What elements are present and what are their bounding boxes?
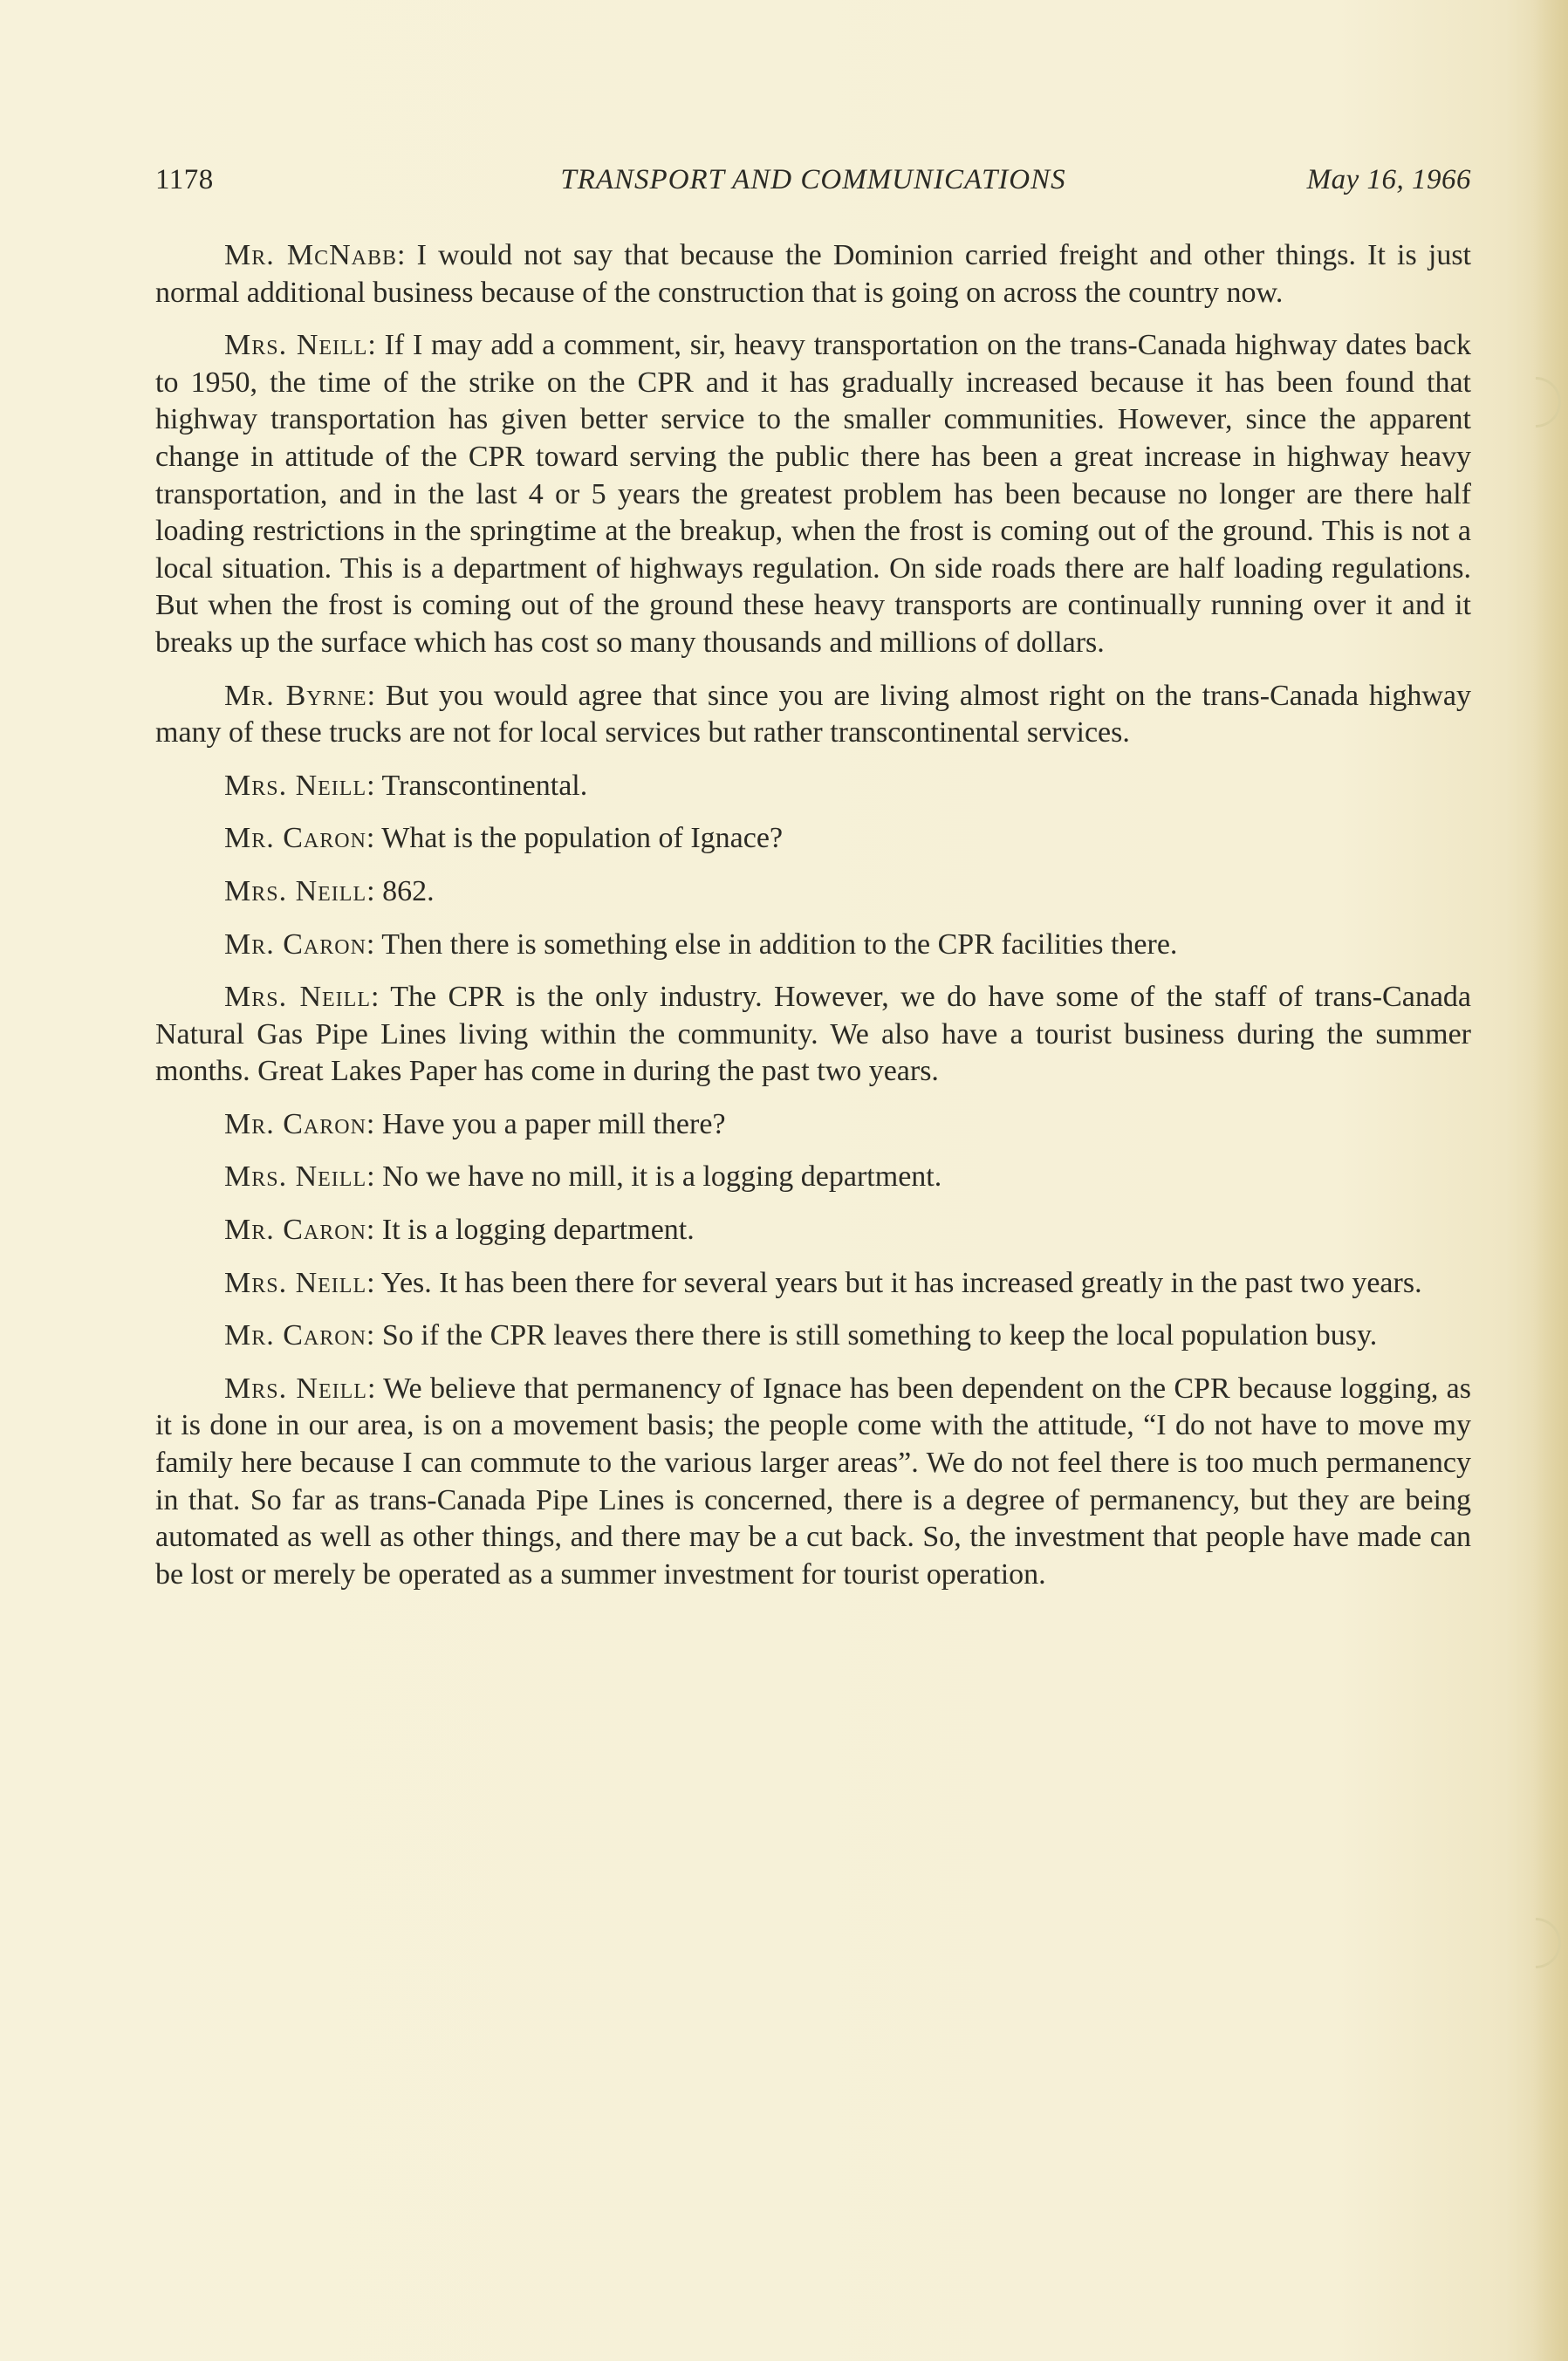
transcript-paragraph: Mrs. Neill: We believe that permanency of Ignace has been dependent on the CPR because logging, as it is done in our area, is on a movement basis; the people come with the attitude, “I do not have to move my family here because I can commute to the various larger areas”. We do not feel there is too much permanency in that. So far as trans-Canada Pipe Lines is concerned, there is a degree of permanency, but they are being automated as well as other things, and there may be a cut back. So, the investment that people have made can be lost or merely be operated as a summer investment for tourist operation. <box>155 1372 1471 1591</box>
spoken-text: Yes. It has been there for several years but it has increased greatly in the past two years. <box>380 1266 1422 1299</box>
speaker-name: Mrs. Neill <box>224 1160 367 1194</box>
transcript-paragraph: Mr. McNabb: I would not say that because the Dominion carried freight and other things. It is just normal additional business because of the construction that is going on across the country now. <box>155 239 1471 309</box>
running-title: TRANSPORT AND COMMUNICATIONS <box>560 164 1066 195</box>
speaker-name: Mr. Caron <box>224 1214 366 1247</box>
header-date: May 16, 1966 <box>1306 164 1471 195</box>
spoken-text: I would not say that because the Dominion carried freight and other things. It is just normal additional business because of the construction that is going on across the country now. <box>155 239 1471 309</box>
speaker-name: Mrs. Neill <box>224 874 367 907</box>
transcript-paragraph: Mr. Caron: So if the CPR leaves there there is still something to keep the local population busy. <box>224 1319 1378 1352</box>
transcript-paragraph: Mrs. Neill: The CPR is the only industry. However, we do have some of the staff of trans-Canada Natural Gas Pipe Lines living within the community. We also have a tourist business during the summer months. Great Lakes Paper has come in during the past two years. <box>155 981 1472 1088</box>
spoken-text: Transcontinental. <box>381 769 588 802</box>
spoken-text: If I may add a comment, sir, heavy transportation on the trans-Canada highway dates back to 1950, the time of the strike on the CPR and it has gradually increased because it has been found that highway transportation has given better service to the smaller communities. However, since the apparent change in attitude of the CPR toward serving the public there has been a great increase in highway heavy transportation, and in the last 4 or 5 years the greatest problem has been because no longer are there half loading restrictions in the springtime at the breakup, when the frost is coming out of the ground. This is not a local situation. This is a department of highways regulation. On side roads there are half loading regulations. But when the frost is coming out of the ground these heavy transports are continually running over it and it breaks up the surface which has cost so many thousands and millions of dollars. <box>155 329 1471 659</box>
transcript-paragraph: Mrs. Neill: 862. <box>224 874 435 907</box>
spoken-text: But you would agree that since you are living almost right on the trans-Canada highway many of these trucks are not for local services but rather transcontinental services. <box>155 679 1471 749</box>
speaker-name: Mr. Caron <box>224 1107 366 1140</box>
transcript-paragraph: Mr. Caron: What is the population of Ignace? <box>224 822 784 855</box>
speaker-name: Mrs. Neill <box>224 1266 367 1299</box>
speaker-name: Mr. Caron <box>224 927 366 961</box>
spoken-text: The CPR is the only industry. However, we do have some of the staff of trans-Canada Natural Gas Pipe Lines living within the community. We also have a tourist business during the summer months. Great Lakes Paper has come in during the past two years. <box>155 981 1472 1088</box>
speaker-name: Mr. Caron <box>224 1319 366 1352</box>
transcript-paragraph: Mrs. Neill: Yes. It has been there for several years but it has increased greatly in the past two years. <box>224 1266 1422 1299</box>
spoken-text: What is the population of Ignace? <box>381 822 784 855</box>
speaker-name: Mr. Caron <box>224 822 366 855</box>
speaker-name: Mrs. Neill <box>224 1372 367 1405</box>
page-header <box>155 164 1471 208</box>
transcript-paragraph: Mr. Caron: Then there is something else in addition to the CPR facilities there. <box>224 927 1178 961</box>
transcript-body <box>155 237 1471 1609</box>
spoken-text: No we have no mill, it is a logging department. <box>382 1160 942 1194</box>
spoken-text: We believe that permanency of Ignace has been dependent on the CPR because logging, as it is done in our area, is on a movement basis; the people come with the attitude, “I do not have to move my family here because I can commute to the various larger areas”. We do not feel there is too much permanency in that. So far as trans-Canada Pipe Lines is concerned, there is a degree of permanency, but they are being automated as well as other things, and there may be a cut back. So, the investment that people have made can be lost or merely be operated as a summer investment for tourist operation. <box>155 1372 1471 1591</box>
page-number: 1178 <box>155 164 214 195</box>
spoken-text: Then there is something else in addition to the CPR facilities there. <box>381 927 1178 961</box>
speaker-name: Mrs. Neill <box>224 769 367 802</box>
transcript-paragraph: Mrs. Neill: Transcontinental. <box>224 769 588 802</box>
transcript-paragraph: Mrs. Neill: If I may add a comment, sir, heavy transportation on the trans-Canada highway dates back to 1950, the time of the strike on the CPR and it has gradually increased because it has been found that highway transportation has given better service to the smaller communities. However, since the apparent change in attitude of the CPR toward serving the public there has been a great increase in highway heavy transportation, and in the last 4 or 5 years the greatest problem has been because no longer are there half loading restrictions in the springtime at the breakup, when the frost is coming out of the ground. This is not a local situation. This is a department of highways regulation. On side roads there are half loading regulations. But when the frost is coming out of the ground these heavy transports are continually running over it and it breaks up the surface which has cost so many thousands and millions of dollars. <box>155 329 1471 659</box>
transcript-paragraph: Mrs. Neill: No we have no mill, it is a logging department. <box>224 1160 942 1194</box>
transcript-paragraph: Mr. Byrne: But you would agree that since you are living almost right on the trans-Canada highway many of these trucks are not for local services but rather transcontinental services. <box>155 679 1471 749</box>
speaker-name: Mrs. Neill <box>224 981 371 1014</box>
transcript-paragraph: Mr. Caron: It is a logging department. <box>224 1214 695 1247</box>
spoken-text: 862. <box>382 874 435 907</box>
transcript-paragraph: Mr. Caron: Have you a paper mill there? <box>224 1107 726 1140</box>
page-edge-shadow <box>1533 0 1568 2361</box>
speaker-name: Mr. McNabb <box>224 239 398 271</box>
spoken-text: It is a logging department. <box>381 1214 695 1247</box>
spoken-text: So if the CPR leaves there there is still something to keep the local population busy. <box>381 1319 1378 1352</box>
speaker-name: Mrs. Neill <box>224 329 368 362</box>
speaker-name: Mr. Byrne <box>224 679 367 712</box>
spoken-text: Have you a paper mill there? <box>381 1107 726 1140</box>
